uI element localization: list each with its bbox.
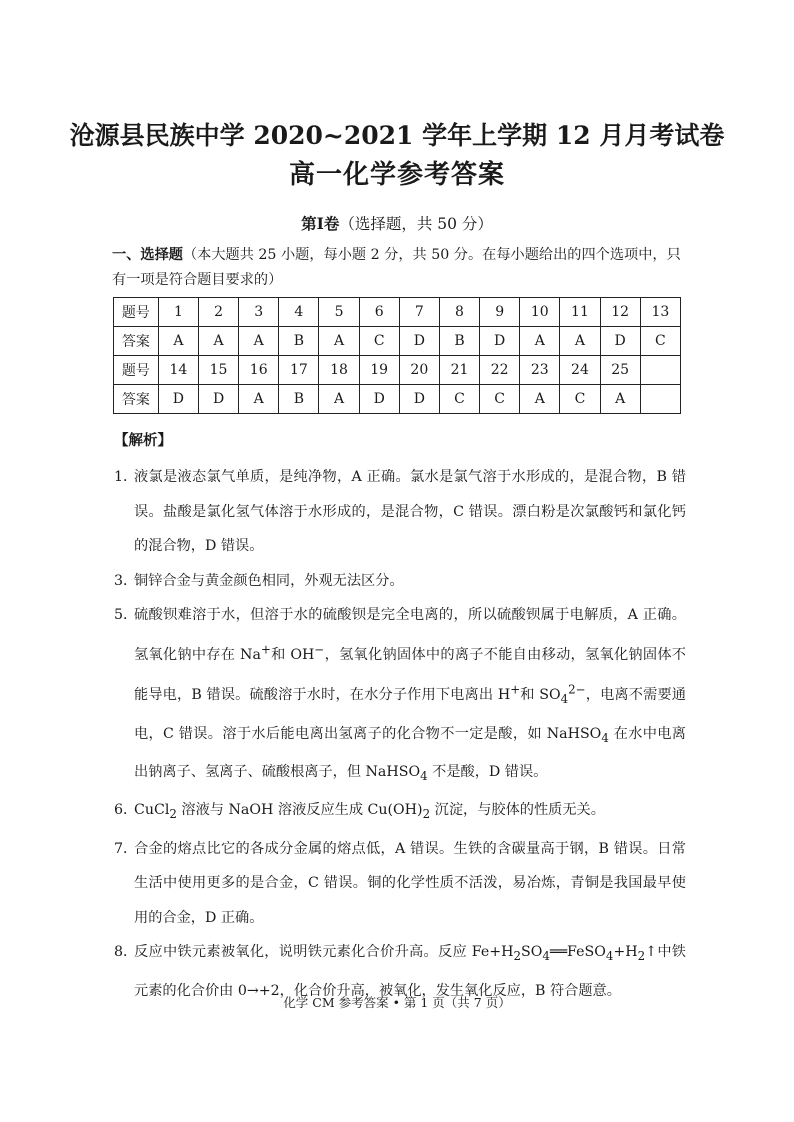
answer-table-cell: A	[520, 385, 560, 414]
analysis-item-text: 合金的熔点比它的各成分金属的熔点低，A 错误。生铁的含碳量高于钢，B 错误。日常生活中使用更多的是合金，C 错误。铜的化学性质不活泼，易冶炼，青铜是我国最早使用的合金，D 正确。	[134, 840, 686, 926]
answer-table-cell: B	[279, 327, 319, 356]
answer-table-cell: 4	[279, 298, 319, 327]
section-title-bold: 第Ⅰ卷	[301, 214, 340, 233]
answer-table-cell: D	[198, 385, 238, 414]
analysis-item-text: 液氯是液态氯气单质，是纯净物，A 正确。氯水是氯气溶于水形成的，是混合物，B 错误。盐酸是氯化氢气体溶于水形成的，是混合物，C 错误。漂白粉是次氯酸钙和氯化钙的混合物，D 错误。	[134, 469, 686, 554]
answer-table-row	[114, 298, 681, 327]
answer-table-cell: D	[359, 385, 399, 414]
answer-table-cell: 5	[319, 298, 359, 327]
answer-table-cell: 19	[359, 356, 399, 385]
answer-table-cell: B	[279, 385, 319, 414]
answer-table-cell: 18	[319, 356, 359, 385]
answer-table-cell: D	[480, 327, 520, 356]
exam-title: 沧源县民族中学 2020~2021 学年上学期 12 月月考试卷	[69, 121, 725, 150]
analysis-item-number: 6．	[114, 802, 138, 819]
answer-table-cell: C	[640, 327, 680, 356]
answer-table-cell: 6	[359, 298, 399, 327]
answer-table-cell: A	[239, 385, 279, 414]
answer-table-cell: A	[319, 385, 359, 414]
answer-table-cell: 20	[399, 356, 439, 385]
answer-table-cell: 23	[520, 356, 560, 385]
answer-table-cell: D	[399, 385, 439, 414]
answer-table-cell	[640, 385, 680, 414]
question-type-intro	[112, 243, 684, 293]
page-footer: 化学 CM 参考答案 • 第 1 页（共 7 页）	[283, 995, 511, 1010]
analysis-item-number: 3．	[114, 572, 138, 589]
answer-table-cell: 8	[439, 298, 479, 327]
answer-table-cell: 12	[600, 298, 640, 327]
answer-table-cell: 7	[399, 298, 439, 327]
answer-table-cell: C	[439, 385, 479, 414]
answer-table-row	[114, 356, 681, 385]
answer-table-cell: C	[560, 385, 600, 414]
answer-table-cell: A	[198, 327, 238, 356]
answer-table-row-header: 题号	[114, 356, 159, 385]
answer-table-cell: A	[158, 327, 198, 356]
answer-table-cell: 2	[198, 298, 238, 327]
answer-table-cell: B	[439, 327, 479, 356]
answer-table-cell: 21	[439, 356, 479, 385]
answer-table-cell	[640, 356, 680, 385]
answer-table	[113, 297, 681, 414]
answer-table-cell: 13	[640, 298, 680, 327]
analysis-heading: 【解析】	[114, 432, 172, 449]
answer-table-cell: 9	[480, 298, 520, 327]
answer-table-cell: 25	[600, 356, 640, 385]
analysis-item-number: 7．	[114, 840, 138, 857]
answer-table-cell: 24	[560, 356, 600, 385]
answer-table-cell: 17	[279, 356, 319, 385]
answer-table-cell: D	[399, 327, 439, 356]
answer-table-cell: A	[560, 327, 600, 356]
answer-table-cell: D	[600, 327, 640, 356]
question-type-description: （本大题共 25 小题，每小题 2 分，共 50 分。在每小题给出的四个选项中，只有一项是符合题目要求的）	[112, 247, 681, 288]
analysis-item-number: 5．	[114, 607, 138, 623]
answer-table-cell: A	[319, 327, 359, 356]
section-title	[0, 212, 794, 234]
answer-table-row-header: 答案	[114, 385, 159, 414]
answer-table-cell: 22	[480, 356, 520, 385]
analysis-list	[114, 460, 686, 1008]
analysis-item-text: 铜锌合金与黄金颜色相同，外观无法区分。	[134, 572, 404, 589]
answer-table-cell: A	[600, 385, 640, 414]
answer-table-row	[114, 385, 681, 414]
answer-table-cell: 1	[158, 298, 198, 327]
answer-table-cell: 16	[239, 356, 279, 385]
section-title-rest: （选择题，共 50 分）	[339, 215, 493, 233]
answer-table-cell: A	[239, 327, 279, 356]
analysis-item-number: 1．	[114, 469, 138, 485]
analysis-item-text: 反应中铁元素被氧化，说明铁元素化合价升高。反应 $Fe+H_2SO_4══FeSO_4+H_2↑$中铁元素的化合价由 0→+2，化合价升高，被氧化，发生氧化反应，B 符合题意。	[134, 944, 686, 999]
analysis-item-text: 硫酸钡难溶于水，但溶于水的硫酸钡是完全电离的，所以硫酸钡属于电解质，A 正确。氢氧化钠中存在 Na+和 OH−，氢氧化钠固体中的离子不能自由移动，氢氧化钠固体不能导电，B 错误。硫酸溶于水时，在水分子作用下电离出 H+和 $SO_4^{2-}$，电离不需要通电，C 错误。溶于水后能电离出氢离子的化合物不一定是酸，如 NaHSO$_4$ 在水中电离出钠离子、氢离子、硫酸根离子，但 NaHSO$_4$ 不是酸，D 错误。	[134, 607, 686, 783]
answer-table-cell: 14	[158, 356, 198, 385]
answer-table-row-header: 答案	[114, 327, 159, 356]
answer-key-title: 高一化学参考答案	[288, 160, 505, 190]
answer-table-cell: 10	[520, 298, 560, 327]
answer-table-cell: 11	[560, 298, 600, 327]
answer-table-cell: C	[480, 385, 520, 414]
answer-table-row	[114, 327, 681, 356]
analysis-item	[114, 832, 686, 936]
analysis-item	[114, 793, 686, 831]
analysis-item	[114, 598, 686, 793]
analysis-item-text: CuCl$_2$ 溶液与 NaOH 溶液反应生成 $Cu(OH)_2$ 沉淀，与胶体的性质无关。	[134, 802, 605, 822]
analysis-item	[114, 564, 686, 599]
answer-table-cell: 3	[239, 298, 279, 327]
analysis-item-number: 8．	[114, 944, 138, 961]
answer-table-cell: A	[520, 327, 560, 356]
answer-table-cell: 15	[198, 356, 238, 385]
answer-table-cell: D	[158, 385, 198, 414]
answer-table-cell: C	[359, 327, 399, 356]
analysis-item	[114, 460, 686, 564]
question-type-label: 一、选择题	[112, 247, 183, 263]
answer-table-row-header: 题号	[114, 298, 159, 327]
